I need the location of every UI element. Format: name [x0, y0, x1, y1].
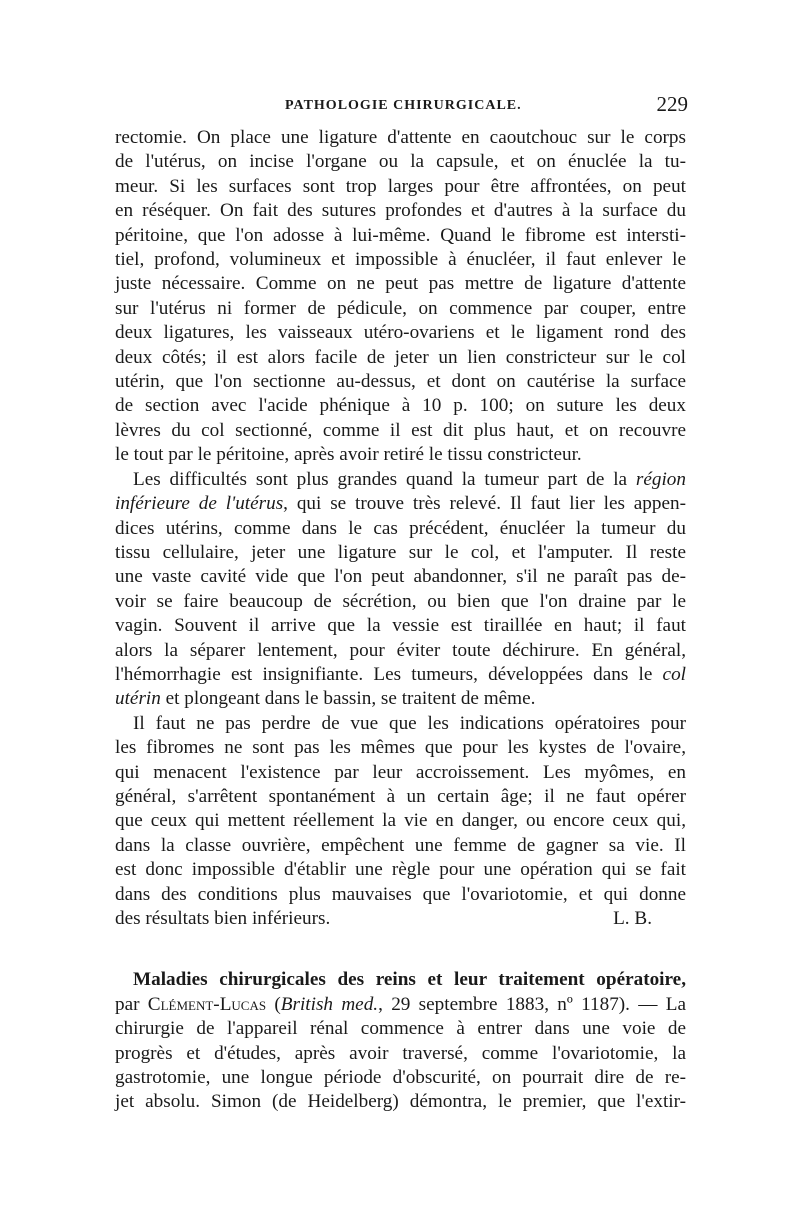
text-line: tiel, profond, volumineux et impossible à énucléer, il faut enlever le: [115, 249, 686, 271]
text-line: [115, 492, 686, 516]
text-line: sur l'utérus ni former de pédicule, on commence par couper, entre: [115, 297, 686, 319]
text-line: Il faut ne pas perdre de vue que les indications opératoires pour: [133, 712, 686, 734]
text-line: péritoine, que l'on adosse à lui-même. Quand le fibrome est intersti-: [115, 224, 686, 246]
text-span: , 29 septembre 1883, nº 1187). — La: [378, 993, 686, 1015]
italic-term: région: [635, 468, 686, 490]
text-line: tissu cellulaire, jeter une ligature sur le col, et l'amputer. Il reste: [115, 541, 686, 563]
section-separator: [115, 931, 686, 968]
text-span: des résultats bien inférieurs.: [115, 908, 331, 929]
text-line: [115, 907, 686, 931]
article-abstract: [115, 968, 686, 1114]
text-line: de section avec l'acide phénique à 10 p. 100; on suture les deux: [115, 395, 686, 417]
text-line: meur. Si les surfaces sont trop larges pour être affrontées, on peut: [115, 175, 686, 197]
running-title: PATHOLOGIE CHIRURGICALE.: [285, 98, 522, 113]
text-line: de l'utérus, on incise l'organe ou la capsule, et on énuclée la tu-: [115, 151, 686, 173]
text-line: dans des conditions plus mauvaises que l'ovariotomie, et qui donne: [115, 883, 686, 905]
text-line: une vaste cavité vide que l'on peut abandonner, s'il ne paraît pas de-: [115, 566, 686, 588]
text-span: Les difficultés sont plus grandes quand la tumeur part de la: [133, 468, 636, 490]
text-line: progrès et d'études, après avoir traversé, comme l'ovariotomie, la: [115, 1042, 686, 1064]
text-line: [115, 663, 686, 687]
italic-term: utérin: [115, 688, 161, 710]
text-line: que ceux qui mettent réellement la vie en danger, ou encore ceux qui,: [115, 810, 686, 832]
text-span: et plongeant dans le bassin, se traitent de même.: [160, 688, 536, 710]
text-line: alors la séparer lentement, pour éviter toute déchirure. En général,: [115, 639, 686, 661]
text-line: qui menacent l'existence par leur accroissement. Les myômes, en: [115, 761, 686, 783]
text-line: en réséquer. On fait des sutures profondes et d'autres à la surface du: [115, 200, 686, 222]
italic-term: inférieure de l'utérus: [115, 493, 284, 515]
text-line: est donc impossible d'établir une règle pour une opération qui se fait: [115, 859, 686, 881]
text-line: dices utérins, comme dans le cas précédent, énucléer la tumeur du: [115, 517, 686, 539]
running-header: [115, 92, 686, 126]
text-line: le tout par le péritoine, après avoir retiré le tissu constricteur.: [115, 444, 582, 466]
text-span: par: [115, 993, 148, 1015]
text-line: [115, 468, 686, 492]
author-signature: L. B.: [613, 908, 652, 929]
journal-name: British med.: [280, 993, 379, 1015]
text-line: vagin. Souvent il arrive que la vessie est tiraillée en haut; il faut: [115, 615, 686, 637]
text-line: [115, 687, 686, 711]
text-line: rectomie. On place une ligature d'attente en caoutchouc sur le corps: [115, 127, 686, 148]
text-line: dans la classe ouvrière, empêchent une femme de gagner sa vie. Il: [115, 834, 686, 856]
article-title: Maladies chirurgicales des reins et leur traitement opératoire,: [133, 969, 686, 991]
text-line: juste nécessaire. Comme on ne peut pas mettre de ligature d'attente: [115, 273, 686, 295]
page-number: 229: [656, 92, 688, 116]
text-line: voir se faire beaucoup de sécrétion, ou bien que l'on draine par le: [115, 590, 686, 612]
text-line: deux ligatures, les vaisseaux utéro-ovariens et le ligament rond des: [115, 322, 686, 344]
article-author: Clément-Lucas: [147, 993, 267, 1015]
text-line: chirurgie de l'appareil rénal commence à entrer dans une voie de: [115, 1018, 686, 1040]
paragraph-3: [115, 712, 686, 932]
text-span: (: [266, 993, 281, 1015]
text-line: les fibromes ne sont pas les mêmes que pour les kystes de l'ovaire,: [115, 737, 686, 759]
italic-term: col: [662, 663, 686, 685]
paragraph-2: [115, 468, 686, 712]
text-line: deux côtés; il est alors facile de jeter un lien constricteur sur le col: [115, 346, 686, 368]
text-span: l'hémorrhagie est insignifiante. Les tumeurs, développées dans le: [115, 663, 663, 685]
page: [115, 92, 686, 1115]
text-line: jet absolu. Simon (de Heidelberg) démontra, le premier, que l'extir-: [115, 1091, 686, 1113]
text-line: gastrotomie, une longue période d'obscurité, on pourrait dire de re-: [115, 1067, 686, 1089]
text-line: lèvres du col sectionné, comme il est dit plus haut, et on recouvre: [115, 419, 686, 441]
text-line: [115, 993, 686, 1017]
text-span: , qui se trouve très relevé. Il faut lier les appen-: [283, 493, 686, 515]
text-line: général, s'arrêtent spontanément à un certain âge; il ne faut opérer: [115, 785, 686, 807]
text-line: utérin, que l'on sectionne au-dessus, et dont on cautérise la surface: [115, 371, 686, 393]
paragraph-1: [115, 126, 686, 468]
